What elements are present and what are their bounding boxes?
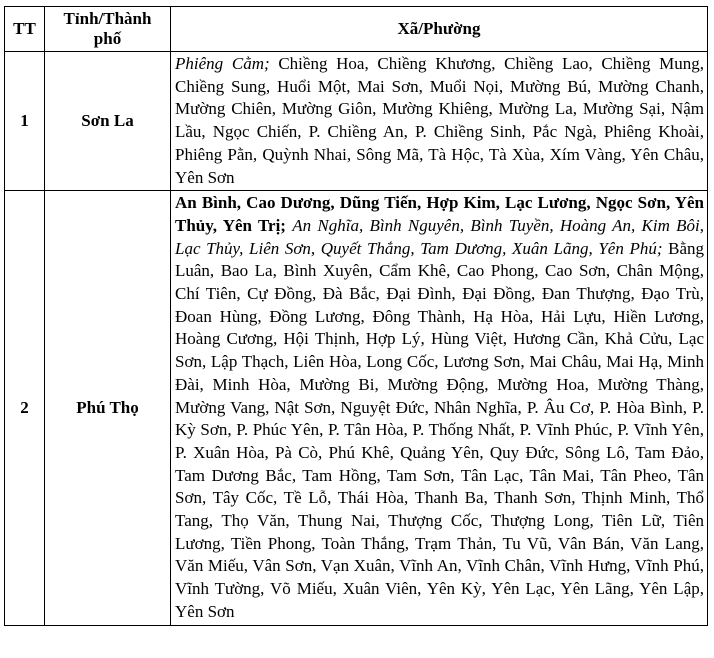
header-province: Tỉnh/Thành phố	[45, 7, 171, 52]
table-header-row	[5, 7, 708, 52]
ward-list-plain: Chiềng Hoa, Chiềng Khương, Chiềng Lao, Chiềng Mung, Chiềng Sung, Huổi Một, Mai Sơn, Muổi Nọi, Mường Bú, Mường Chanh, Mường Chiên, Mường Giôn, Mường Khiêng, Mường La, Mường Sại, Nậm Lầu, Ngọc Chiến, P. Chiềng An, P. Chiềng Sinh, Pắc Ngà, Phiêng Khoài, Phiêng Pằn, Quỳnh Nhai, Sông Mã, Tà Hộc, Tà Xùa, Xím Vàng, Yên Châu, Yên Sơn	[175, 54, 705, 187]
province-name: Sơn La	[45, 52, 171, 191]
ward-list-plain: Bằng Luân, Bao La, Bình Xuyên, Cẩm Khê, Cao Phong, Cao Sơn, Chân Mộng, Chí Tiên, Cự Đồng, Đà Bắc, Đại Đình, Đại Đồng, Đan Thượng, Đạo Trù, Đoan Hùng, Đồng Lương, Đông Thành, Hạ Hòa, Hải Lựu, Hiền Lương, Hoàng Cương, Hội Thịnh, Hợp Lý, Hùng Việt, Hương Cần, Khả Cửu, Lạc Sơn, Lập Thạch, Liên Hòa, Long Cốc, Lương Sơn, Mai Châu, Mai Hạ, Minh Đài, Minh Hòa, Mường Bi, Mường Động, Mường Hoa, Mường Thàng, Mường Vang, Nật Sơn, Nguyệt Đức, Nhân Nghĩa, P. Âu Cơ, P. Hòa Bình, P. Kỳ Sơn, P. Phúc Yên, P. Tân Hòa, P. Thống Nhất, P. Vĩnh Phúc, P. Vĩnh Yên, P. Xuân Hòa, Pà Cò, Phú Khê, Quảng Yên, Quy Đức, Sông Lô, Tam Đảo, Tam Dương Bắc, Tam Hồng, Tam Sơn, Tân Lạc, Tân Mai, Tân Pheo, Tân Sơn, Tây Cốc, Tề Lỗ, Thái Hòa, Thanh Ba, Thanh Sơn, Thịnh Minh, Thổ Tang, Thọ Văn, Thung Nai, Thượng Cốc, Thượng Long, Tiên Lữ, Tiên Lương, Tiền Phong, Toàn Thắng, Trạm Thản, Tu Vũ, Vân Bán, Văn Lang, Văn Miếu, Vân Sơn, Vạn Xuân, Vĩnh An, Vĩnh Chân, Vĩnh Hưng, Vĩnh Phú, Vĩnh Tường, Võ Miếu, Xuân Viên, Yên Kỳ, Yên Lạc, Yên Lãng, Yên Lập, Yên Sơn	[175, 238, 704, 621]
ward-list	[171, 52, 708, 191]
table-row	[5, 52, 708, 191]
ward-list-italic: Phiêng Cằm;	[175, 54, 270, 73]
table-row	[5, 191, 708, 625]
row-number: 2	[5, 191, 45, 625]
ward-list	[171, 191, 708, 625]
ward-list-italic: An Nghĩa, Bình Nguyên, Bình Tuyền, Hoàng An, Kim Bôi, Lạc Thủy, Liên Sơn, Quyết Thắng, Tam Dương, Xuân Lãng, Yên Phú;	[175, 215, 705, 258]
ward-table	[4, 6, 708, 626]
header-tt: TT	[5, 7, 45, 52]
header-wards: Xã/Phường	[171, 7, 708, 52]
ward-list-bold: An Bình, Cao Dương, Dũng Tiến, Hợp Kim, Lạc Lương, Ngọc Sơn, Yên Thủy, Yên Trị;	[175, 193, 704, 235]
row-number: 1	[5, 52, 45, 191]
province-name: Phú Thọ	[45, 191, 171, 625]
